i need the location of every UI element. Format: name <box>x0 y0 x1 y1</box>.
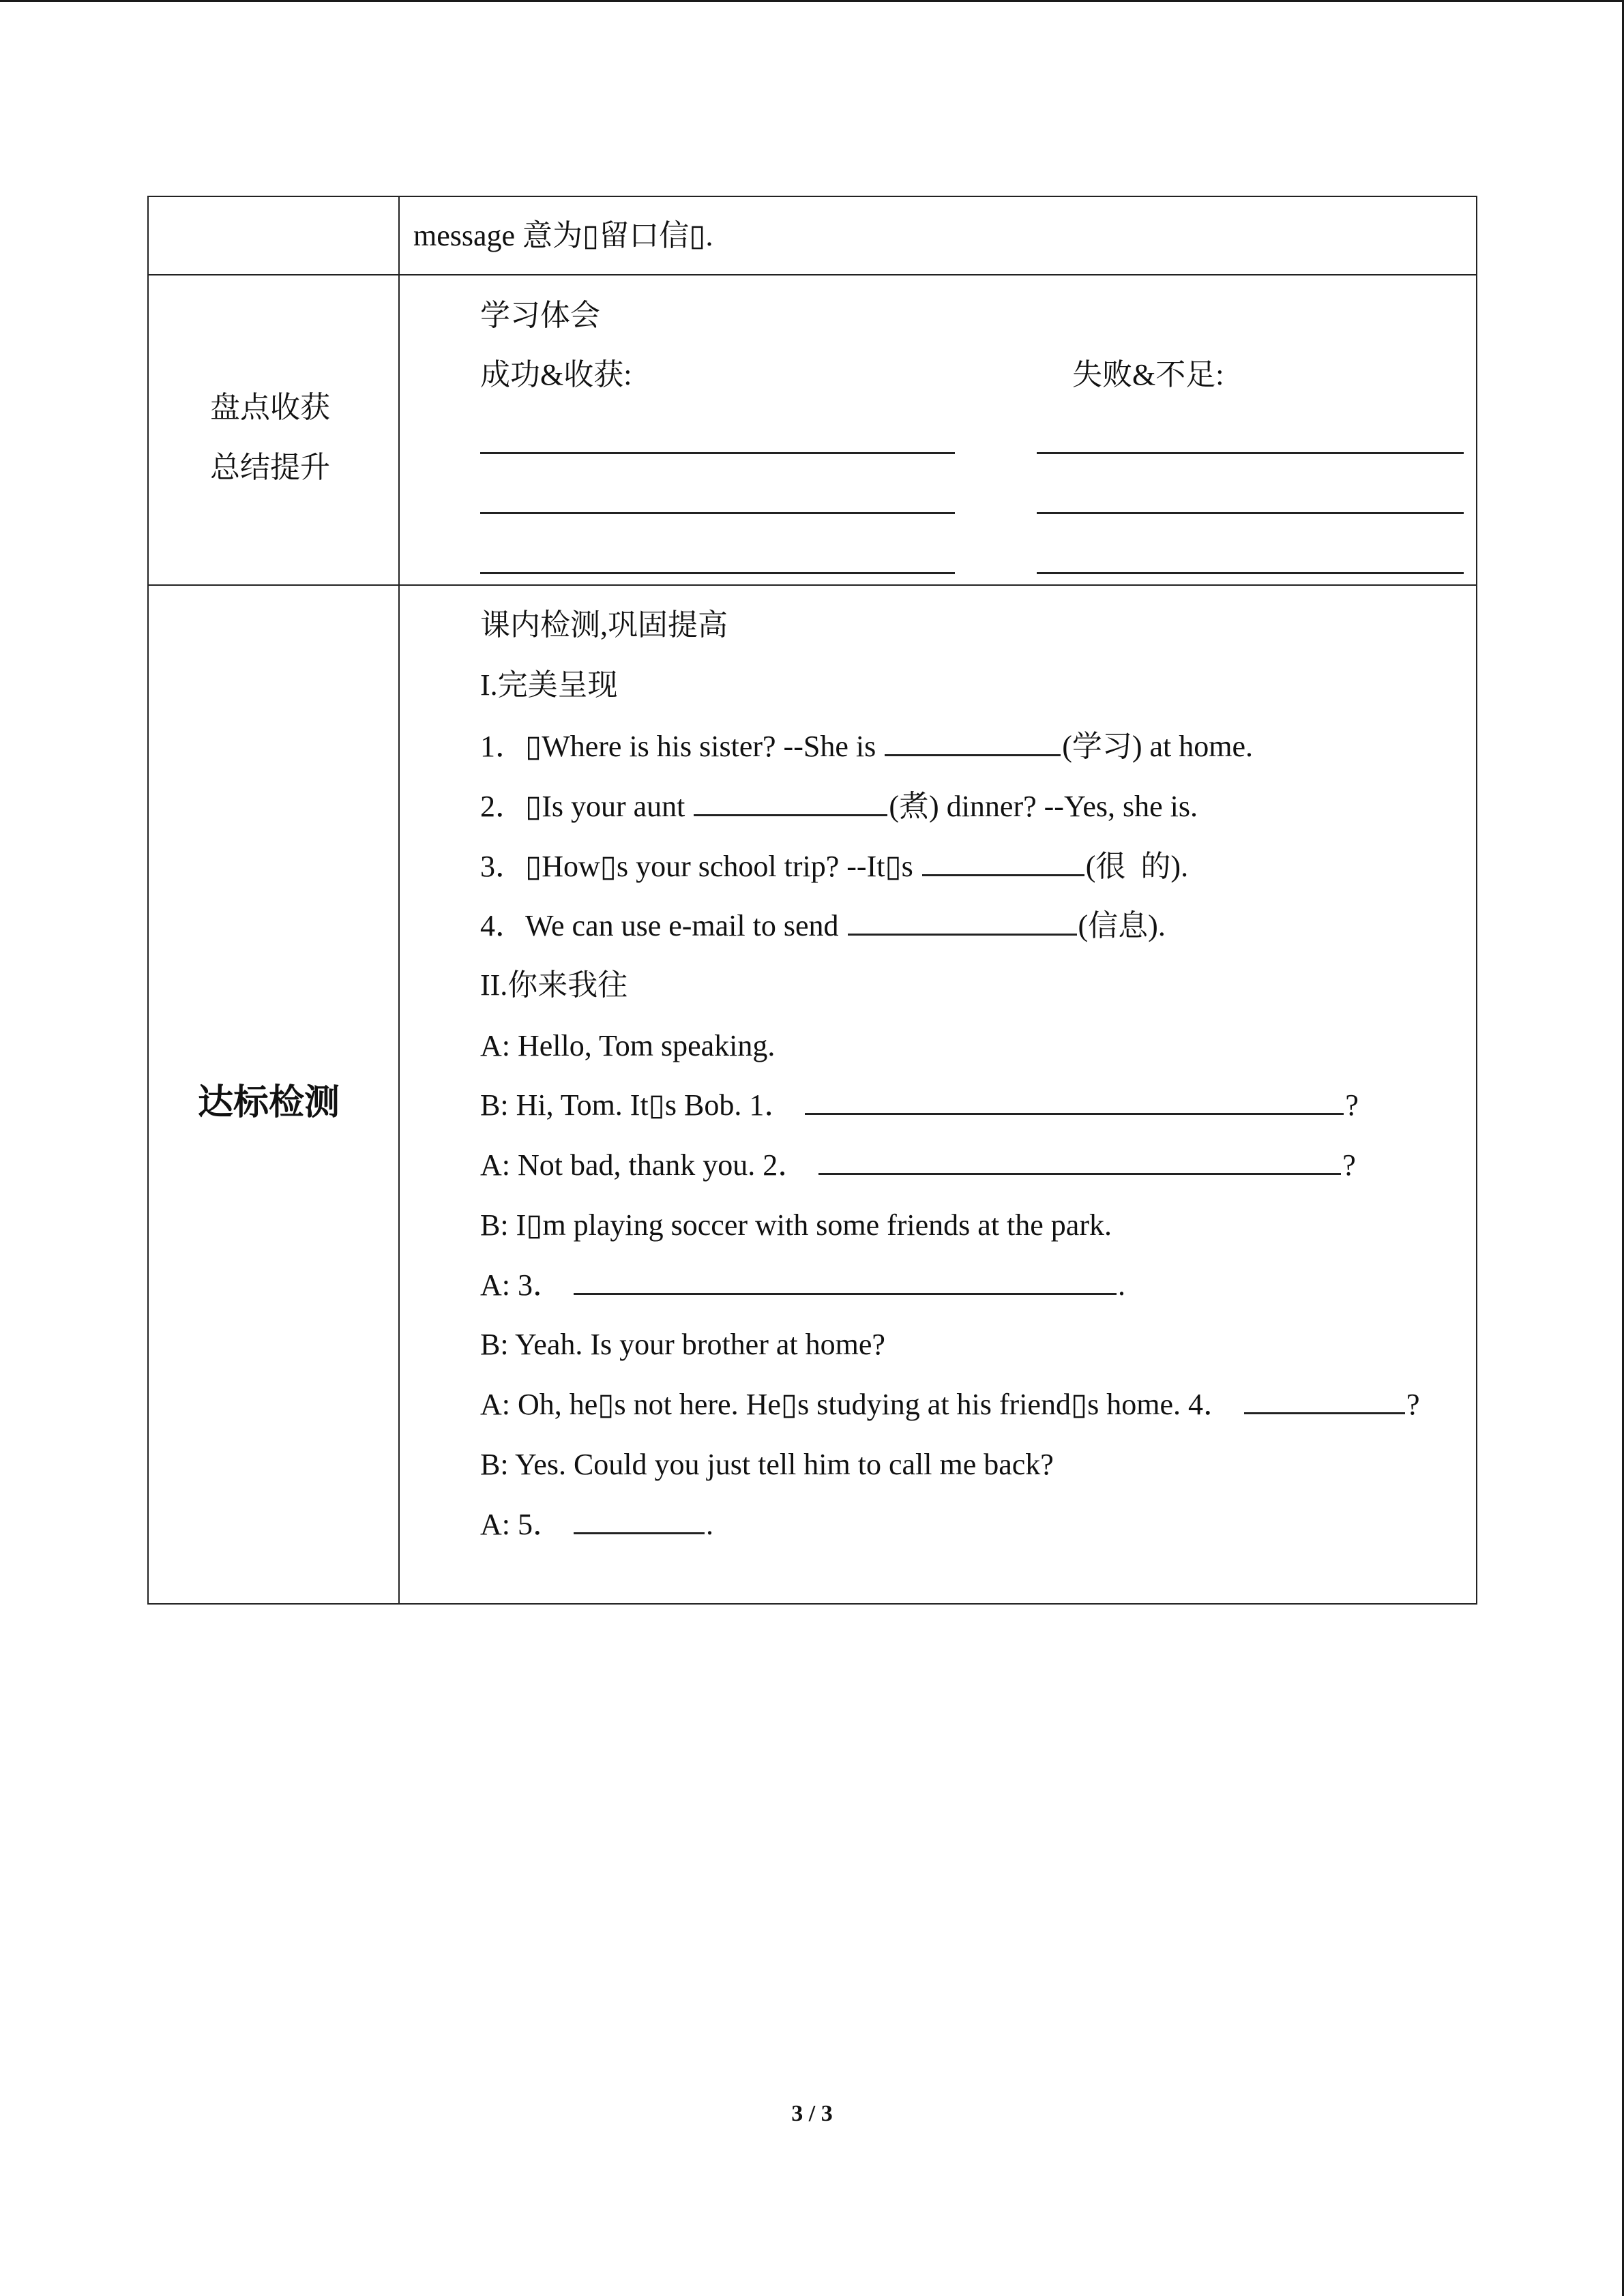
answer-blank[interactable] <box>574 1266 1117 1295</box>
answer-blank[interactable] <box>574 1505 705 1534</box>
failure-write-line[interactable] <box>1037 452 1464 454</box>
success-write-line[interactable] <box>480 572 955 574</box>
section-label-review: 盘点收获 <box>210 390 330 425</box>
part1-title: I.完美呈现 <box>480 668 618 702</box>
page-top-border <box>0 0 1624 2</box>
answer-blank[interactable] <box>922 847 1084 876</box>
dialogue-line: A: Not bad, thank you. 2． ? <box>480 1146 1356 1184</box>
success-label: 成功&收获: <box>480 358 632 391</box>
note-message-meaning: message 意为▯留口信▯. <box>413 219 713 252</box>
reflection-heading: 学习体会 <box>480 299 600 332</box>
success-write-line[interactable] <box>480 512 955 514</box>
dialogue-line: A: 5． . <box>480 1505 713 1544</box>
test-heading: 课内检测,巩固提高 <box>480 608 728 642</box>
part2-title: II.你来我往 <box>480 968 628 1002</box>
answer-blank[interactable] <box>885 727 1061 756</box>
dialogue-line: A: 3． . <box>480 1266 1125 1304</box>
question-item: 2．▯Is your aunt (煮) dinner? --Yes, she is. <box>480 787 1198 826</box>
section-label-test: 达标检测 <box>198 1082 340 1123</box>
dialogue-line: B: Hi, Tom. It▯s Bob. 1． ? <box>480 1086 1359 1124</box>
answer-blank[interactable] <box>818 1146 1341 1175</box>
question-item: 4．We can use e-mail to send (信息). <box>480 906 1166 945</box>
answer-blank[interactable] <box>805 1086 1344 1115</box>
dialogue-line: B: Yeah. Is your brother at home? <box>480 1328 885 1361</box>
dialogue-line: B: I▯m playing soccer with some friends at the park. <box>480 1208 1112 1242</box>
row-divider <box>149 584 1476 586</box>
dialogue-line: B: Yes. Could you just tell him to call me back? <box>480 1448 1054 1481</box>
answer-blank[interactable] <box>848 906 1077 936</box>
answer-blank[interactable] <box>694 787 887 816</box>
success-write-line[interactable] <box>480 452 955 454</box>
answer-blank[interactable] <box>1244 1385 1405 1414</box>
page-number: 3 / 3 <box>791 2101 833 2126</box>
dialogue-line: A: Oh, he▯s not here. He▯s studying at his friend▯s home. 4． ? <box>480 1385 1420 1424</box>
dialogue-line: A: Hello, Tom speaking. <box>480 1029 776 1062</box>
failure-write-line[interactable] <box>1037 512 1464 514</box>
failure-label: 失败&不足: <box>1072 358 1224 391</box>
question-item: 3．▯How▯s your school trip? --It▯s (很 的). <box>480 847 1188 886</box>
failure-write-line[interactable] <box>1037 572 1464 574</box>
row-divider <box>149 274 1476 275</box>
question-item: 1．▯Where is his sister? --She is (学习) at home. <box>480 727 1253 766</box>
column-divider <box>398 197 400 1603</box>
worksheet-table <box>147 196 1477 1605</box>
section-label-summary: 总结提升 <box>210 450 330 485</box>
